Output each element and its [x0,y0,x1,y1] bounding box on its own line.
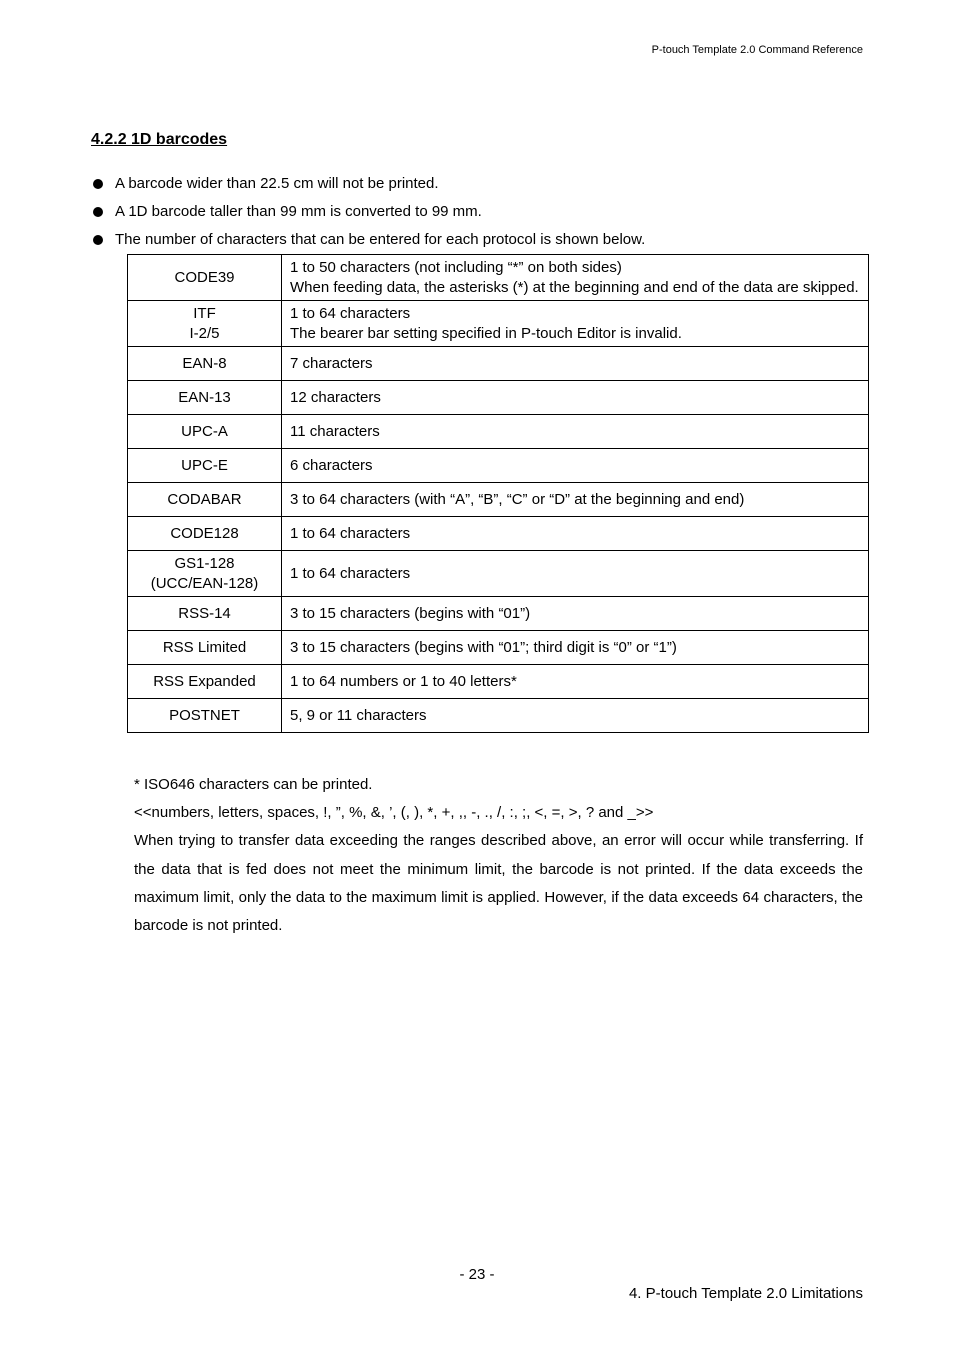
table-row [128,255,869,301]
protocol-name-line: GS1-128 [174,555,235,572]
list-item [91,172,871,200]
protocol-name-line: ITF [193,305,216,322]
protocol-description-cell [282,517,869,551]
protocol-description-cell [282,597,869,631]
protocol-description-cell [282,551,869,597]
protocol-description-line: The bearer bar setting specified in P-touch Editor is invalid. [290,324,682,342]
bullet-text: A barcode wider than 22.5 cm will not be printed. [115,175,439,192]
protocol-name-cell [128,631,282,665]
running-footer: 4. P-touch Template 2.0 Limitations [628,1285,863,1302]
footnote: * ISO646 characters can be printed. [134,776,373,793]
protocol-name-cell [128,665,282,699]
table-row [128,699,869,733]
protocol-name-line: CODE128 [170,524,239,542]
protocol-description-line: 5, 9 or 11 characters [290,706,427,724]
protocol-description-line: 3 to 15 characters (begins with “01”) [290,604,531,622]
protocol-name-line: CODE39 [174,268,235,286]
protocol-description-line: 1 to 64 characters [290,564,411,582]
protocol-description-cell [282,665,869,699]
protocol-description-line: When feeding data, the asterisks (*) at the beginning and end of the data are skipped. [290,278,859,296]
protocol-name-cell [128,347,282,381]
table-row [128,301,869,347]
protocol-description-line: 6 characters [290,456,373,474]
protocol-name-line: CODABAR [167,490,242,508]
protocol-description-line: 3 to 64 characters (with “A”, “B”, “C” or “D” at the beginning and end) [290,490,745,508]
bullet-icon [93,235,103,245]
protocol-description-cell [282,449,869,483]
section-title: 4.2.2 1D barcodes [91,131,228,148]
page-number: - 23 - [459,1266,495,1283]
protocol-description-line: 1 to 64 numbers or 1 to 40 letters* [290,672,517,690]
protocol-description-line: 12 characters [290,388,381,406]
table-row [128,415,869,449]
protocol-description-line: 1 to 64 characters [290,524,411,542]
protocol-name-cell [128,255,282,301]
protocol-name-cell [128,517,282,551]
protocol-name-cell [128,381,282,415]
protocol-description-cell [282,255,869,301]
protocol-description-cell [282,347,869,381]
protocol-name-line: RSS-14 [178,604,231,622]
bullet-text: The number of characters that can be entered for each protocol is shown below. [115,231,646,248]
protocol-description-cell [282,415,869,449]
running-header: P-touch Template 2.0 Command Reference [651,44,863,56]
protocol-name-line: RSS Limited [162,638,247,656]
table-row [128,381,869,415]
bullet-icon [93,207,103,217]
bullet-list [91,172,871,256]
table-row [128,597,869,631]
table-row [128,347,869,381]
protocol-name-line: EAN-13 [178,388,231,406]
bullet-text: A 1D barcode taller than 99 mm is converted to 99 mm. [115,203,482,220]
protocol-name-cell [128,449,282,483]
protocol-name-cell [128,301,282,347]
protocol-description-line: 1 to 64 characters [290,305,411,322]
protocol-name-cell [128,551,282,597]
protocol-description-line: 3 to 15 characters (begins with “01”; third digit is “0” or “1”) [290,638,677,656]
protocol-name-line: EAN-8 [182,354,227,372]
protocol-description-cell [282,699,869,733]
protocol-table-body [128,255,869,733]
protocol-name-line: RSS Expanded [153,672,256,690]
protocol-table [127,254,869,733]
protocol-name-cell [128,483,282,517]
charset-list: <<numbers, letters, spaces, !, ”, %, &, ’, (, ), *, +, ,, -, ., /, :, ;, <, =, >, ? and _>> [134,804,654,822]
protocol-name-line: UPC-A [181,422,228,440]
notes [134,771,863,940]
table-row [128,631,869,665]
protocol-description-line: 7 characters [290,354,373,372]
protocol-name-line: UPC-E [181,456,228,474]
table-row [128,517,869,551]
protocol-description-cell [282,381,869,415]
bullet-icon [93,179,103,189]
protocol-name-line: I-2/5 [189,324,220,342]
list-item [91,228,871,256]
table-row [128,449,869,483]
protocol-description-line: 11 characters [290,422,380,440]
protocol-name-line: (UCC/EAN-128) [150,574,259,592]
protocol-name-cell [128,699,282,733]
protocol-description-line: 1 to 50 characters (not including “*” on both sides) [290,259,622,276]
table-row [128,665,869,699]
protocol-description-cell [282,483,869,517]
protocol-name-line: POSTNET [169,706,240,724]
protocol-name-cell [128,415,282,449]
notes-paragraph: When trying to transfer data exceeding the ranges described above, an error will occur while transferring. If the data that is fed does not meet the minimum limit, the barcode is not printed. If the data exceeds the maximum limit, only the data to the maximum limit is applied. However, if the data exceeds 64 characters, the barcode is not printed. [134,832,863,935]
protocol-name-cell [128,597,282,631]
protocol-description-cell [282,301,869,347]
list-item [91,200,871,228]
protocol-description-cell [282,631,869,665]
table-row [128,551,869,597]
table-row [128,483,869,517]
